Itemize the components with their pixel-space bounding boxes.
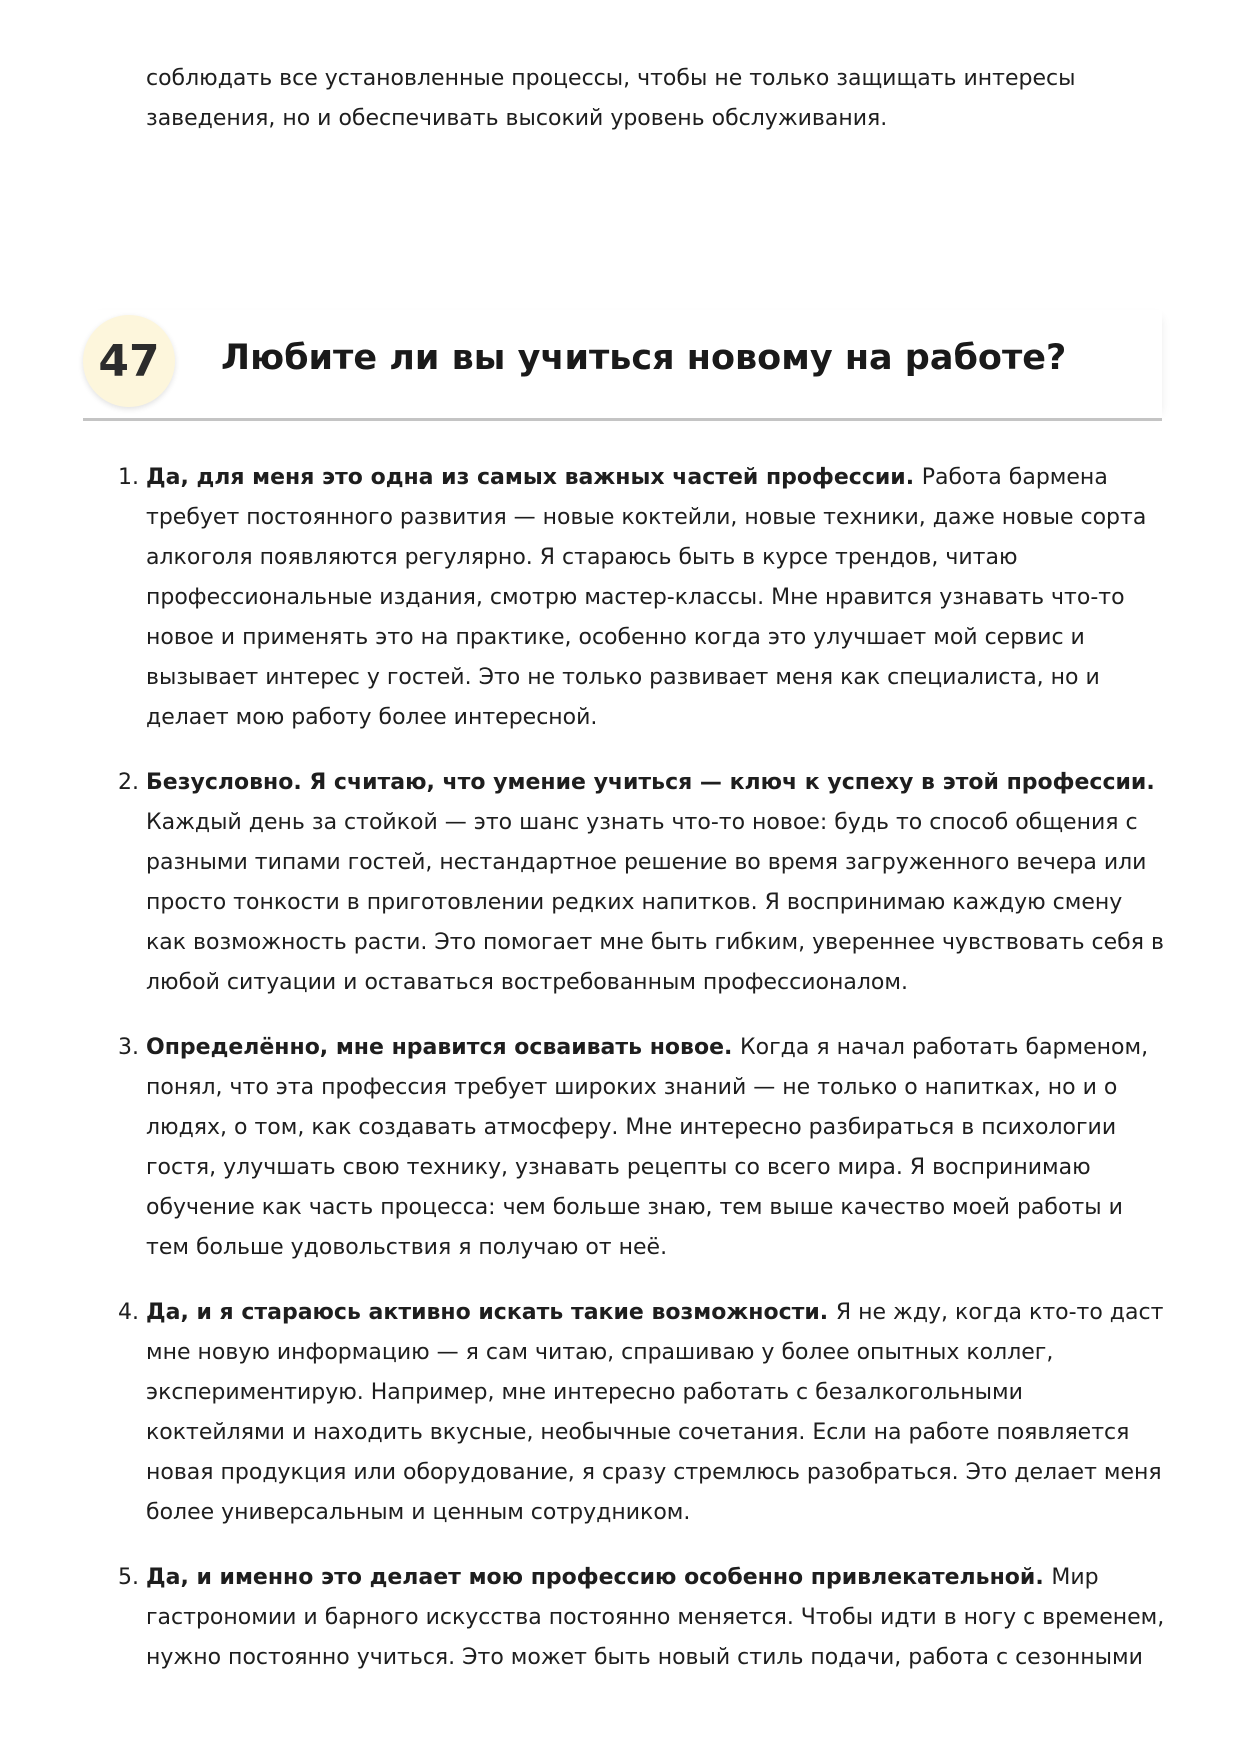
section-title: Любите ли вы учиться новому на работе? xyxy=(221,338,1067,378)
list-item xyxy=(118,1293,1166,1533)
answer-number: 3. xyxy=(118,1035,139,1060)
list-item xyxy=(118,1028,1166,1268)
list-item xyxy=(118,458,1166,738)
answer-lead: Да, и я стараюсь активно искать такие возможности. xyxy=(146,1300,836,1325)
list-item xyxy=(118,763,1166,1003)
answer-lead: Безусловно. Я считаю, что умение учиться — ключ к успеху в этой профессии. xyxy=(146,770,1155,795)
section-number-badge: 47 xyxy=(83,315,175,407)
answer-number: 1. xyxy=(118,465,139,490)
answer-lead: Определённо, мне нравится осваивать новое. xyxy=(146,1035,741,1060)
answer-number: 5. xyxy=(118,1565,139,1590)
answer-body: Мир гастрономии и барного искусства постоянно меняется. Чтобы идти в ногу с временем, нужно постоянно учиться. Это может быть новый стиль подачи, работа с сезонными xyxy=(146,1565,1165,1670)
answer-body: Я не жду, когда кто-то даст мне новую информацию — я сам читаю, спрашиваю у более опытных коллег, экспериментирую. Например, мне интересно работать с безалкогольными коктейлями и находить вкусные, необычные сочетания. Если на работе появляется новая продукция или оборудование, я сразу стремлюсь разобраться. Это делает меня более универсальным и ценным сотрудником. xyxy=(146,1300,1164,1525)
answer-number: 4. xyxy=(118,1300,139,1325)
intro-paragraph: соблюдать все установленные процессы, чтобы не только защищать интересы заведения, но и обеспечивать высокий уровень обслуживания. xyxy=(146,66,1076,131)
answer-body: Работа бармена требует постоянного развития — новые коктейли, новые техники, даже новые сорта алкоголя появляются регулярно. Я стараюсь быть в курсе трендов, читаю профессиональные издания, смотрю мастер-классы. Мне нравится узнавать что-то новое и применять это на практике, особенно когда это улучшает мой сервис и вызывает интерес у гостей. Это не только развивает меня как специалиста, но и делает мою работу более интересной. xyxy=(146,465,1147,730)
answer-number: 2. xyxy=(118,770,139,795)
section-header xyxy=(83,310,1162,421)
list-item xyxy=(118,1558,1166,1678)
answer-lead: Да, для меня это одна из самых важных частей профессии. xyxy=(146,465,922,490)
answer-list xyxy=(118,458,1166,1703)
answer-body: Каждый день за стойкой — это шанс узнать что-то новое: будь то способ общения с разными типами гостей, нестандартное решение во время загруженного вечера или просто тонкости в приготовлении редких напитков. Я воспринимаю каждую смену как возможность расти. Это помогает мне быть гибким, увереннее чувствовать себя в любой ситуации и оставаться востребованным профессионалом. xyxy=(146,810,1164,995)
answer-body: Когда я начал работать барменом, понял, что эта профессия требует широких знаний — не только о напитках, но и о людях, о том, как создавать атмосферу. Мне интересно разбираться в психологии гостя, улучшать свою технику, узнавать рецепты со всего мира. Я воспринимаю обучение как часть процесса: чем больше знаю, тем выше качество моей работы и тем больше удовольствия я получаю от неё. xyxy=(146,1035,1149,1260)
answer-lead: Да, и именно это делает мою профессию особенно привлекательной. xyxy=(146,1565,1052,1590)
